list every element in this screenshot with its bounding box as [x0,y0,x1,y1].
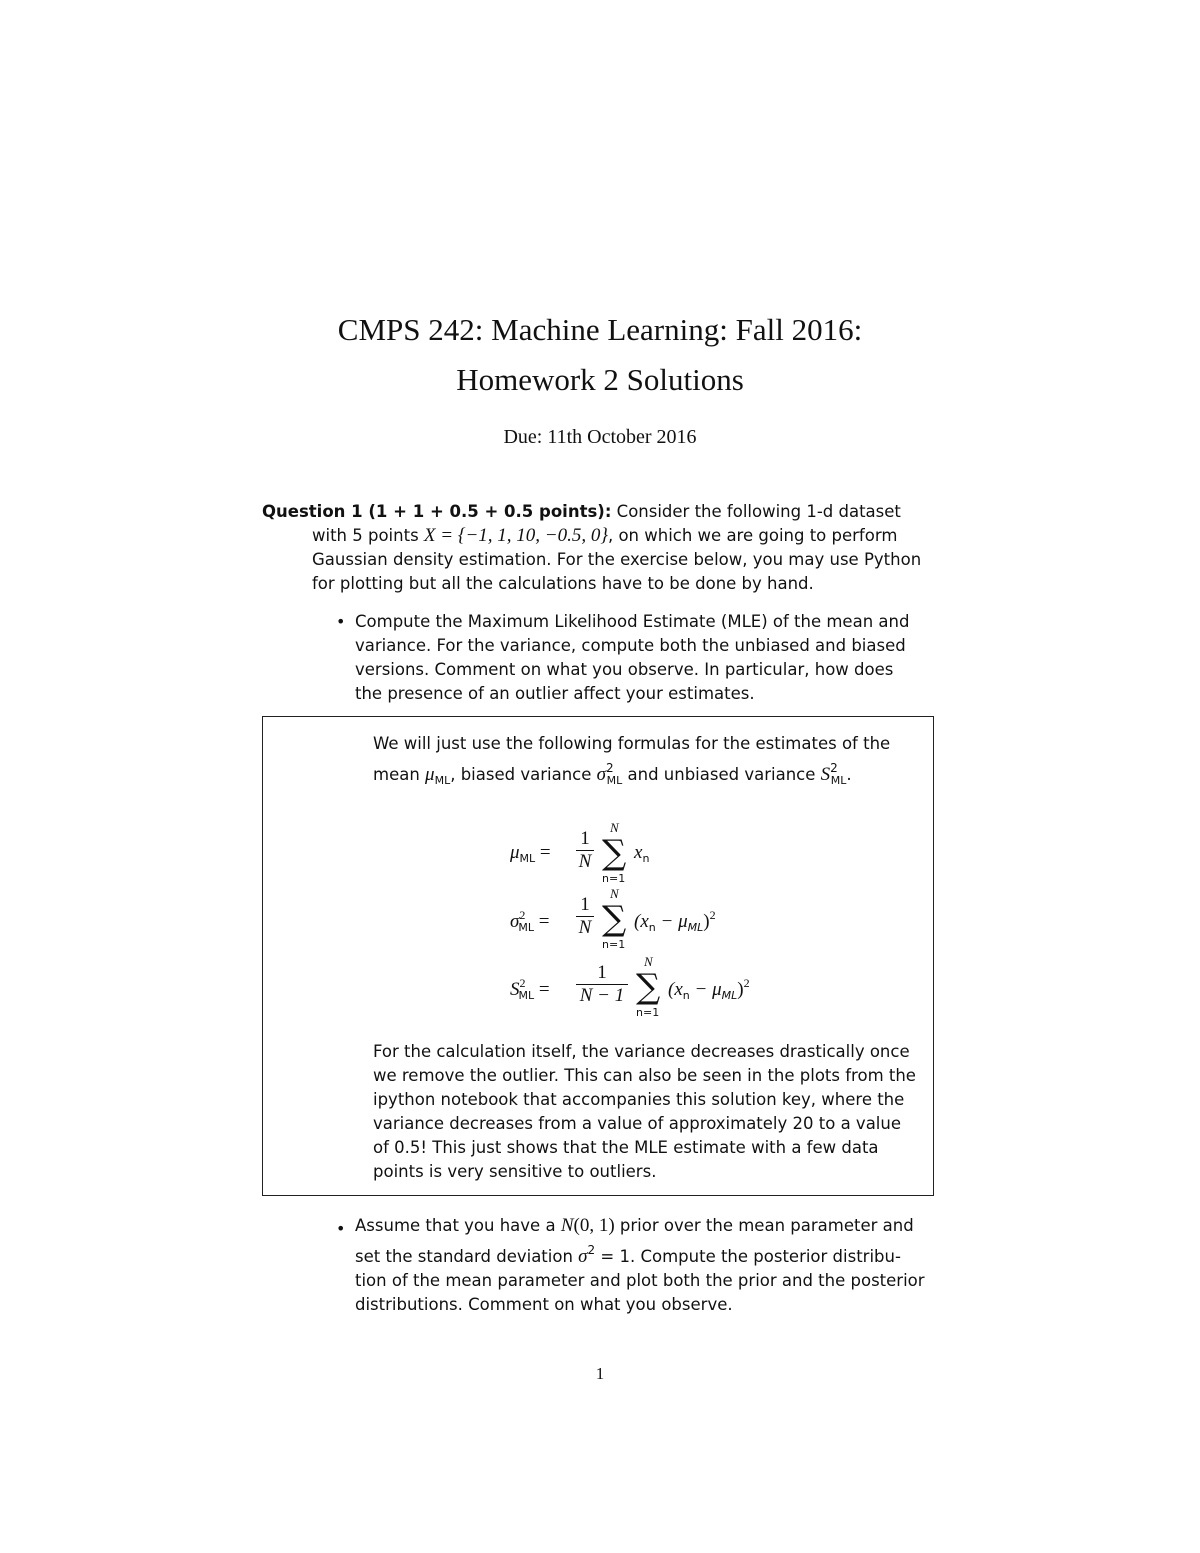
bullet-1-line: Compute the Maximum Likelihood Estimate (MLE) of the mean and [355,612,910,631]
solution-intro-line: We will just use the following formulas for the estimates of the [373,734,891,753]
question-1-text: , on which we are going to perform [607,526,898,545]
bullet-2-line: set the standard deviation $\sigma^2 = 1$. Compute the posterior distribu- [355,1243,901,1267]
bullet-1 [355,610,909,706]
bullet-2 [355,1214,925,1317]
question-1 [262,500,921,596]
solution-discussion [373,1040,916,1184]
solution-line: For the calculation itself, the variance decreases drastically once [373,1042,910,1061]
bullet-1-line: versions. Comment on what you observe. In particular, how does [355,660,894,679]
bullet-icon: • [336,1219,346,1238]
bullet-1-line: the presence of an outlier affect your estimates. [355,684,755,703]
bullet-2-line: distributions. Comment on what you observe. [355,1295,733,1314]
title-line-2: Homework 2 Solutions [456,362,744,397]
question-1-text: Gaussian density estimation. For the exercise below, you may use Python [312,550,922,569]
solution-line: variance decreases from a value of approximately 20 to a value [373,1114,901,1133]
bullet-2-line: Assume that you have a N(0, 1) prior over the mean parameter and [355,1215,914,1236]
solution-intro [373,732,890,793]
page-number: 1 [595,1364,605,1383]
bullet-1-line: variance. For the variance, compute both the unbiased and biased [355,636,906,655]
solution-line: of 0.5! This just shows that the MLE estimate with a few data [373,1138,879,1157]
question-1-text: with 5 points [312,526,424,545]
solution-intro-line: mean $\mu_{ML}$, biased variance $\sigma^2_{ML}$ and unbiased variance $S^2_{ML}$. [373,761,852,787]
dataset-set: X = {−1, 1, 10, −0.5, 0} [423,525,608,546]
due-date: Due: 11th October 2016 [503,426,697,448]
solution-line: we remove the outlier. This can also be seen in the plots from the [373,1066,916,1085]
bullet-2-line: tion of the mean parameter and plot both the prior and the posterior [355,1271,925,1290]
bullet-icon: • [336,612,346,631]
question-1-text: Consider the following 1-d dataset [611,502,901,521]
question-1-text: for plotting but all the calculations have to be done by hand. [312,574,814,593]
title-line-1: CMPS 242: Machine Learning: Fall 2016: [337,312,863,347]
solution-line: ipython notebook that accompanies this solution key, where the [373,1090,905,1109]
question-1-label: Question 1 (1 + 1 + 0.5 + 0.5 points): [262,502,612,521]
solution-line: points is very sensitive to outliers. [373,1162,657,1181]
